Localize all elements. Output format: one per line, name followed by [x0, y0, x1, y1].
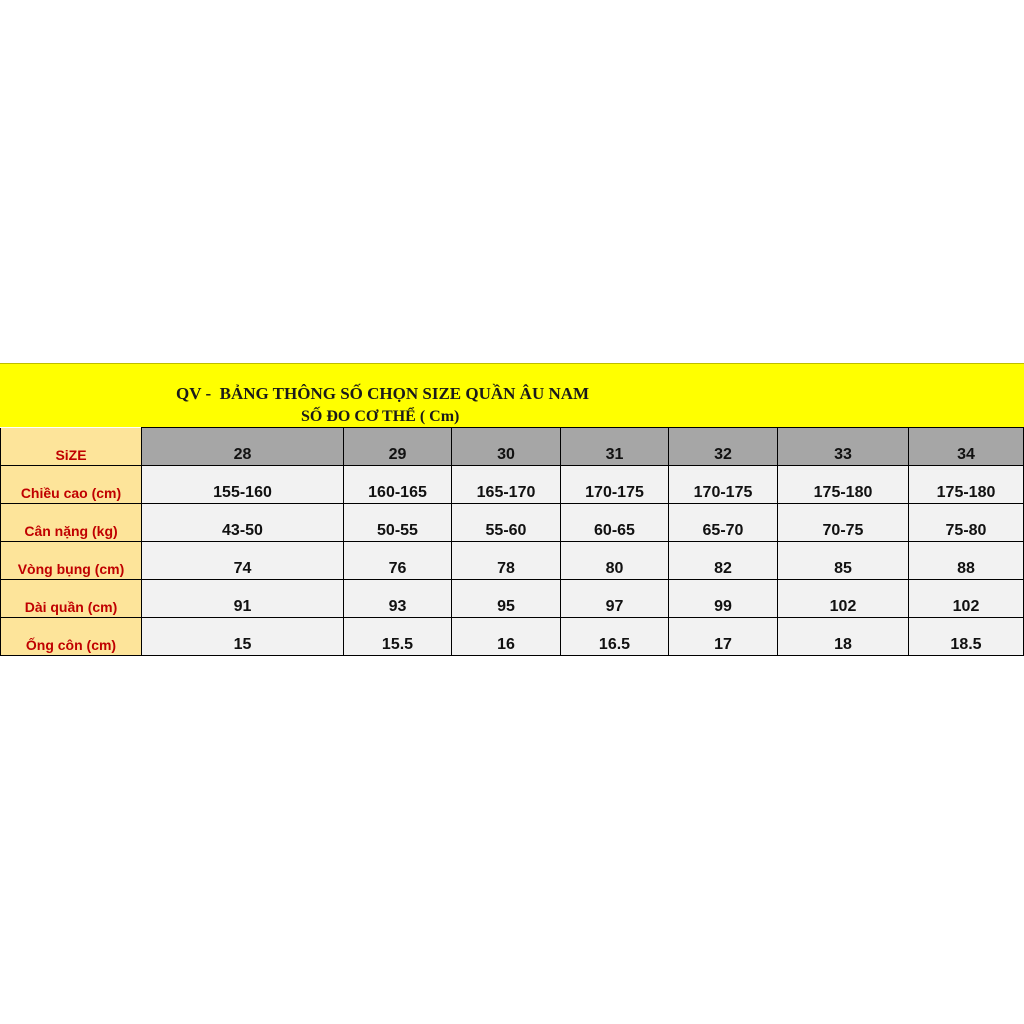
value-cell: 75-80: [909, 504, 1024, 542]
value-cell: 155-160: [142, 466, 344, 504]
value-cell: 80: [561, 542, 669, 580]
value-cell: 102: [778, 580, 909, 618]
value-cell: 175-180: [778, 466, 909, 504]
size-header-cell: 30: [452, 428, 561, 466]
row-label-cell: Dài quần (cm): [1, 580, 142, 618]
row-label-cell: Chiều cao (cm): [1, 466, 142, 504]
value-cell: 170-175: [561, 466, 669, 504]
value-cell: 55-60: [452, 504, 561, 542]
value-cell: 88: [909, 542, 1024, 580]
value-cell: 76: [344, 542, 452, 580]
value-cell: 102: [909, 580, 1024, 618]
value-cell: 170-175: [669, 466, 778, 504]
size-header-cell: 29: [344, 428, 452, 466]
table-row-waist: [1, 542, 1024, 580]
size-header-cell: 31: [561, 428, 669, 466]
table-row-weight: [1, 504, 1024, 542]
chart-subtitle: SỐ ĐO CƠ THỂ ( Cm): [301, 408, 460, 425]
value-cell: 15: [142, 618, 344, 656]
row-label-cell: Cân nặng (kg): [1, 504, 142, 542]
value-cell: 17: [669, 618, 778, 656]
size-header-cell: 34: [909, 428, 1024, 466]
header-row: [1, 428, 1024, 466]
size-header-cell: 32: [669, 428, 778, 466]
title-band: [0, 363, 1024, 427]
value-cell: 175-180: [909, 466, 1024, 504]
table-row-length: [1, 580, 1024, 618]
value-cell: 91: [142, 580, 344, 618]
table-row-height: [1, 466, 1024, 504]
value-cell: 82: [669, 542, 778, 580]
header-label-cell: SiZE: [1, 428, 142, 466]
table-row-leg-opening: [1, 618, 1024, 656]
value-cell: 93: [344, 580, 452, 618]
value-cell: 85: [778, 542, 909, 580]
value-cell: 95: [452, 580, 561, 618]
value-cell: 70-75: [778, 504, 909, 542]
value-cell: 97: [561, 580, 669, 618]
value-cell: 50-55: [344, 504, 452, 542]
value-cell: 74: [142, 542, 344, 580]
chart-title: QV - BẢNG THÔNG SỐ CHỌN SIZE QUẦN ÂU NAM: [176, 384, 590, 403]
value-cell: 60-65: [561, 504, 669, 542]
size-table: [0, 427, 1024, 656]
value-cell: 18.5: [909, 618, 1024, 656]
row-label-cell: Ống côn (cm): [1, 618, 142, 656]
value-cell: 15.5: [344, 618, 452, 656]
size-header-cell: 28: [142, 428, 344, 466]
value-cell: 99: [669, 580, 778, 618]
row-label-cell: Vòng bụng (cm): [1, 542, 142, 580]
value-cell: 18: [778, 618, 909, 656]
value-cell: 16.5: [561, 618, 669, 656]
value-cell: 16: [452, 618, 561, 656]
value-cell: 65-70: [669, 504, 778, 542]
value-cell: 160-165: [344, 466, 452, 504]
value-cell: 78: [452, 542, 561, 580]
size-header-cell: 33: [778, 428, 909, 466]
value-cell: 43-50: [142, 504, 344, 542]
value-cell: 165-170: [452, 466, 561, 504]
